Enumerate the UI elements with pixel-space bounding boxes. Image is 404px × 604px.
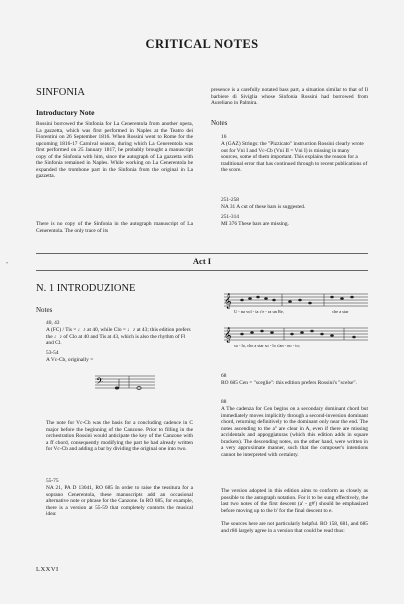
note-number: 53-54 (46, 350, 59, 356)
lyric-line: so - lo, che a star so - lo s'an - no - io; (234, 343, 300, 348)
divider (36, 253, 368, 254)
note-number: 40, 43 (46, 320, 60, 326)
note-text: NA 21, PA D 13041, RO 685 In order to raise the tessitura for a soprano Cenerentola, these manuscripts add an occasional alternative note or phrase for the Canzone. In RO 685, for example, there is a version at 55-59 that completely contorts the musical idea: (46, 485, 193, 517)
note-number: 88 (221, 399, 227, 405)
note-text: MI 376 These bars are missing. (221, 221, 289, 227)
page-number: LXXVI (36, 566, 59, 573)
svg-text:𝄞: 𝄞 (224, 293, 232, 308)
note-number: 55-75 (46, 478, 59, 484)
margin-mark: • (6, 261, 9, 267)
note-number: 16 (221, 134, 227, 140)
note-number: 251-258 (221, 197, 239, 203)
note-text: The sources here are not particularly helpful. RO 158, 681, and 685 and r86 largely agree in a version that could be read thus: (221, 521, 368, 534)
page-title: CRITICAL NOTES (145, 37, 259, 51)
act-heading: Act I (192, 256, 212, 266)
intro-paragraph-2: There is no copy of the Sinfonia in the autograph manuscript of La Cenerentola. The only trace of its (36, 221, 193, 234)
lyric-line: U - na vol - ta c'e - ra un Re, (234, 309, 284, 314)
notes-heading: Notes (36, 306, 53, 314)
note-paragraph: The note for Vc-Cb was the basis for a concluding cadence in C major before the beginning of the Canzone. Prior to filling in the orchestration Rossini would anticipate the key of the Canzone with a ff chord, consequently modifying the part he had already written for Vc-Cb and adding a bar by dividing the original one into two. (46, 420, 193, 452)
note-text: The version adopted in this edition aims to conform as closely as possible to the autograph notation. For it to be sung effectively, the last two notes of the first descent (a' - g#') should be emphasized before moving up to the b' for the final descent to e. (221, 488, 368, 514)
notes-heading: Notes (211, 119, 228, 127)
subsection-heading: Introductory Note (36, 108, 95, 117)
note-text: A (FC) / Tis = ♩♪ at 40, while Clo = ♩♪ at 43; this edition prefers the ♩♪ of Clo at 40 and Tis at 43, which is also the rhythm of Fl and Cl. (46, 327, 191, 346)
section-heading-introduzione: N. 1 INTRODUZIONE (36, 283, 136, 294)
svg-text:𝄞: 𝄞 (224, 327, 232, 342)
note-text: NA 31 A cut of these bars is suggested. (221, 204, 306, 210)
intro-paragraph-1: Rossini borrowed the Sinfonia for La Cenerentola from another opera, La gazzetta, which was first performed in Naples at the Teatro dei Fiorentini on 26 September 1816. When Rossini went to Rome for the upcoming 1816-17 Carnival season, during which La Cenerentola was first performed on 25 January 1817, he probably brought a manuscript copy of the Sinfonia with him, since the autograph of La gazzetta with the Sinfonia remained in Naples. While working on La Cenerentola he expanded the trombone part in the Sinfonia from the original in La gazzetta. (36, 121, 193, 179)
note-text: A Vc-Cb, originally = (46, 357, 94, 363)
note-number: 68 (221, 373, 227, 379)
continuation-paragraph: presence is a carefully notated bass part, a situation similar to that of Il barbiere di Siviglia whose Sinfonia Rossini had borrowed from Aureliano in Palmira. (211, 87, 368, 106)
note-text: A The cadenza for Cen begins on a secondary dominant chord but immediately moves implicitly through a second-inversion dominant chord, returning definitively to the dominant only near the end. The notes ascending to the a'' are clear in A, even if there are missing accidentals and appoggiaturas (which this edition adds in square brackets). The descending notes, on the other hand, were written in a very approximate manner, such that the composer's intentions cannot be interpreted with certainty. (221, 406, 368, 458)
divider (36, 270, 368, 271)
lyric-line: che a star (332, 309, 349, 314)
section-heading-sinfonia: SINFONIA (36, 87, 86, 98)
note-text: A (GAZ) Strings: the "Pizzicato" instruction Rossini clearly wrote out for Vni I and Vc-Cb (Vni II = Vni I) is missing in many sources, some of them important. This explains the reason for a traditional error that has continued through to recent publications of the score. (221, 141, 368, 173)
note-text: RO 685 Cen = "sceglie": this edition prefers Rossini's "scelse". (221, 380, 357, 386)
svg-text:𝄢: 𝄢 (96, 377, 104, 389)
music-example-bass (95, 370, 155, 396)
note-number: 251-314 (221, 214, 239, 220)
